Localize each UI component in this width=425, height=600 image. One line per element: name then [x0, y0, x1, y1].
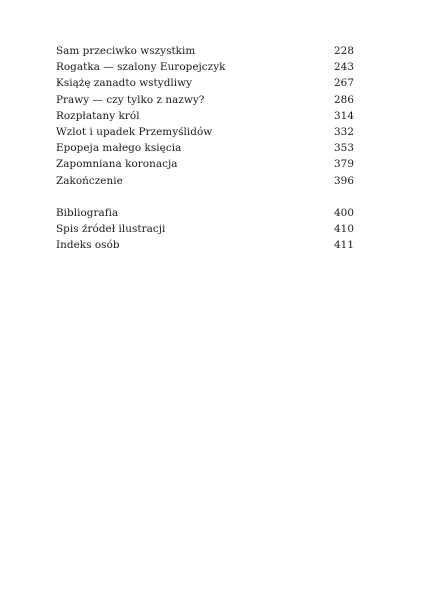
toc-entry — [56, 237, 354, 253]
toc-entry-title: Zapomniana koronacja — [56, 158, 178, 171]
toc-entry-title: Epopeja małego księcia — [56, 142, 182, 155]
toc-entry-title: Wzlot i upadek Przemyślidów — [56, 125, 213, 138]
toc-entry — [56, 75, 354, 91]
toc-entry — [56, 156, 354, 172]
toc-entry-title: Rogatka — szalony Europejczyk — [56, 61, 226, 74]
toc-chapters — [56, 43, 354, 189]
toc-entry-page: 286 — [334, 93, 354, 106]
toc-entry-page: 400 — [334, 206, 354, 219]
toc-entry-page: 243 — [334, 61, 354, 74]
toc-entry — [56, 221, 354, 237]
toc-entry-title: Rozpłatany król — [56, 109, 140, 122]
toc-entry-page: 396 — [334, 174, 354, 187]
toc-entry-title: Sam przeciwko wszystkim — [56, 45, 196, 57]
toc-entry-page: 332 — [334, 125, 354, 138]
toc-entry — [56, 173, 354, 189]
toc-entry — [56, 108, 354, 124]
toc-entry — [56, 140, 354, 156]
toc-entry — [56, 92, 354, 108]
toc-entry — [56, 43, 354, 59]
table-of-contents — [56, 43, 354, 253]
toc-entry-title: Zakończenie — [56, 174, 123, 187]
toc-appendices — [56, 205, 354, 254]
toc-entry-title: Książę zanadto wstydliwy — [56, 77, 193, 90]
toc-entry — [56, 124, 354, 140]
toc-entry-page: 353 — [334, 142, 354, 155]
toc-entry-title: Indeks osób — [56, 239, 120, 252]
toc-entry — [56, 205, 354, 221]
toc-entry — [56, 59, 354, 75]
toc-entry-title: Bibliografia — [56, 206, 119, 219]
toc-entry-page: 411 — [334, 239, 354, 252]
toc-entry-page: 379 — [334, 158, 354, 171]
toc-entry-page: 228 — [334, 45, 354, 57]
toc-entry-page: 314 — [334, 109, 354, 122]
toc-entry-page: 267 — [334, 77, 354, 90]
toc-entry-title: Prawy — czy tylko z nazwy? — [56, 93, 205, 106]
toc-entry-title: Spis źródeł ilustracji — [56, 222, 166, 235]
toc-entry-page: 410 — [334, 222, 354, 235]
